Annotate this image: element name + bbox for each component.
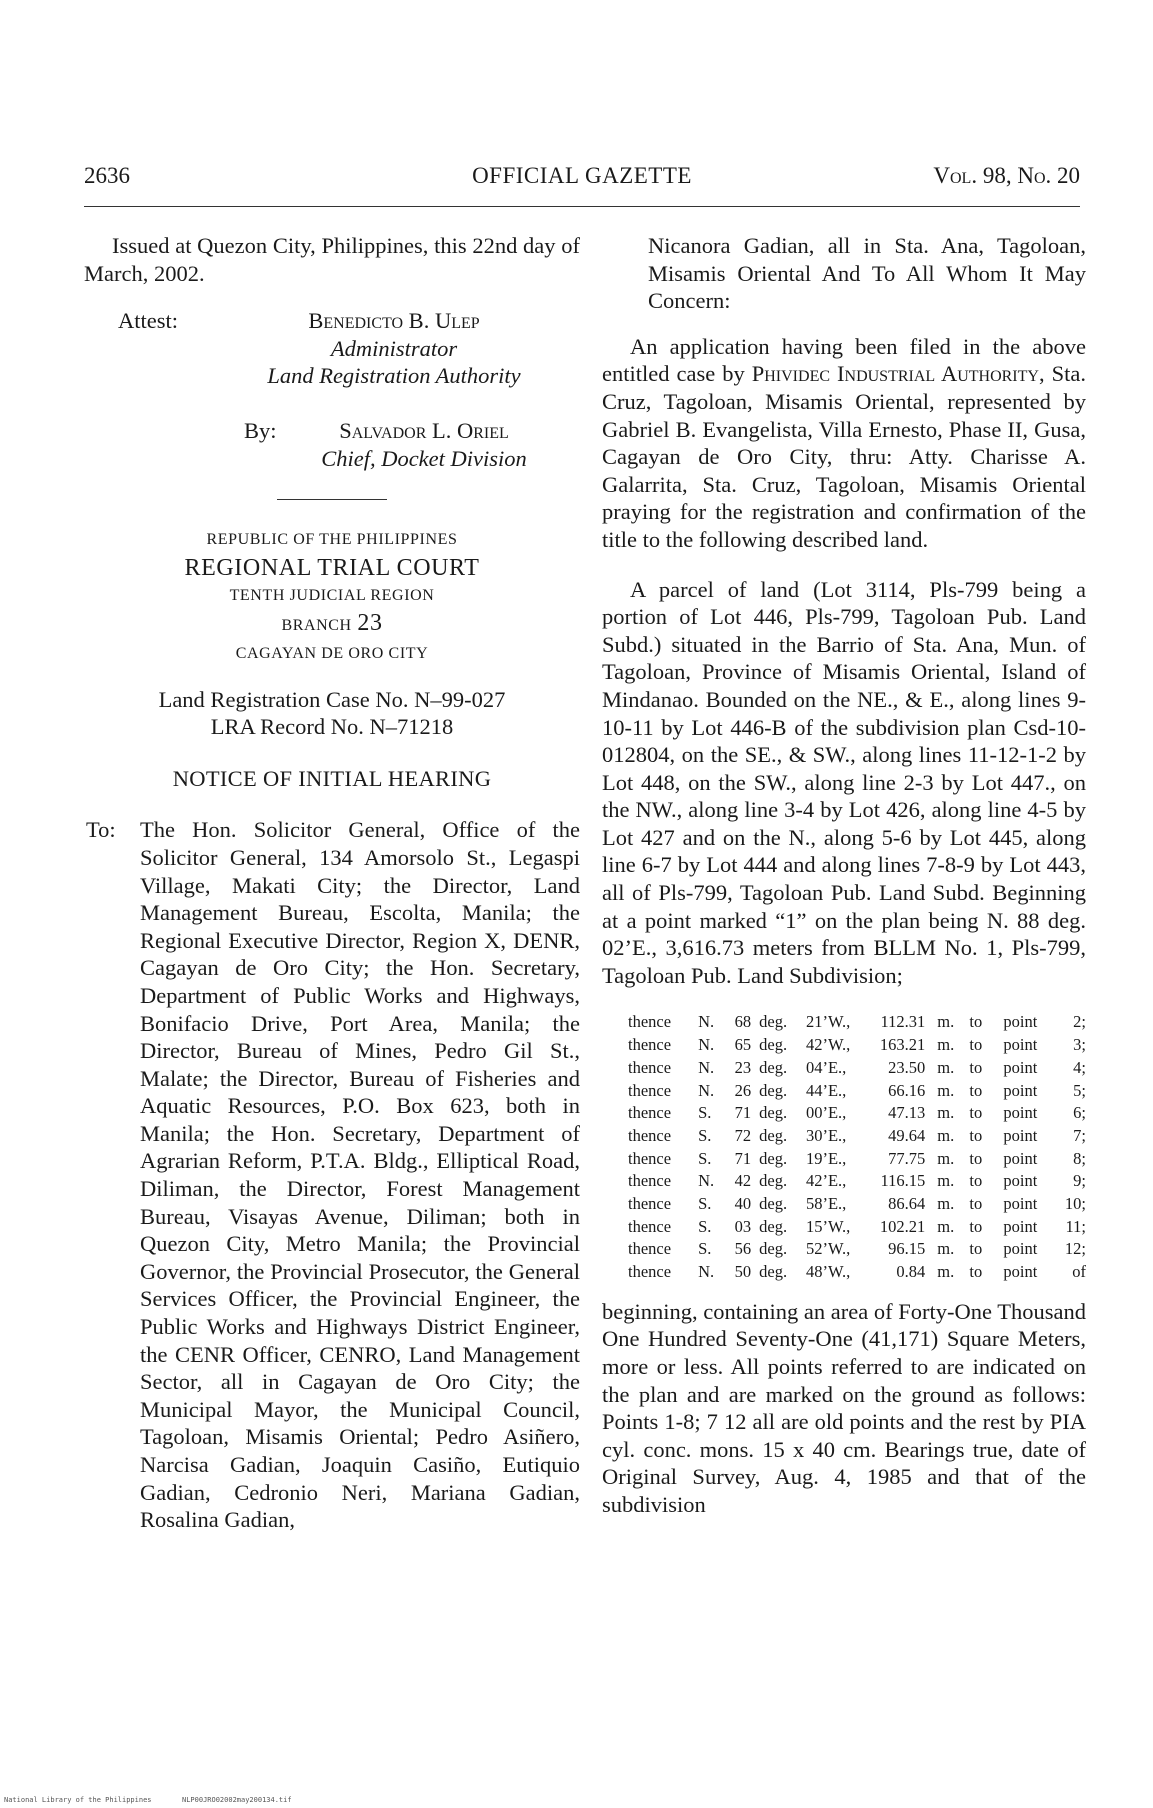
bearing-cell: deg.: [759, 1035, 788, 1055]
bearing-cell: m.: [937, 1103, 955, 1123]
page-number: 2636: [84, 163, 130, 188]
volume-number: Vol. 98, No. 20: [933, 163, 1080, 188]
issued-statement: Issued at Quezon City, Philippines, this 22nd day of March, 2002.: [84, 233, 580, 286]
bearing-cell: 77.75: [888, 1148, 926, 1168]
bearing-row: [602, 1148, 1086, 1171]
bearing-row: [602, 1261, 1086, 1284]
bearing-cell: point: [1003, 1035, 1038, 1055]
area-paragraph: beginning, containing an area of Forty-One Thousand One Hundred Seventy-One (41,171) Square Meters, more or less. All points referred to are indicated on the plan and are marked on the ground as follows: Points 1-8; 7 12 all are old points and the rest by PIA cyl. conc. mons. 15 x 40 cm. Bearings true, date of Original Survey, Aug. 4, 1985 and that of the subdivision: [602, 1298, 1086, 1518]
by-label: By:: [244, 418, 277, 444]
right-column: [602, 232, 1086, 1519]
scan-filename: NLP00JRO02002may200134.tif: [182, 1796, 292, 1804]
bearing-cell: thence: [628, 1148, 672, 1168]
bearing-cell: 71: [734, 1148, 752, 1168]
bearing-cell: 44’E.,: [805, 1080, 847, 1100]
to-label: To:: [86, 817, 116, 843]
branch-number: 23: [357, 610, 383, 637]
bearing-cell: 03: [734, 1216, 752, 1236]
bearing-row: [602, 1057, 1086, 1080]
bearing-cell: S.: [698, 1194, 712, 1214]
bearing-cell: point: [1003, 1057, 1038, 1077]
republic-line: REPUBLIC OF THE PHILIPPINES: [206, 531, 458, 549]
bearing-cell: to: [969, 1035, 983, 1055]
attest-name: Benedicto B. Ulep: [308, 308, 480, 334]
bearing-cell: m.: [937, 1194, 955, 1214]
bearing-row: [602, 1216, 1086, 1239]
bearing-cell: to: [969, 1012, 983, 1032]
bearing-cell: thence: [628, 1216, 672, 1236]
bearing-cell: 47.13: [888, 1103, 926, 1123]
header-rule: [84, 206, 1080, 207]
bearing-cell: 2;: [1073, 1012, 1086, 1032]
application-text-start: An application having been filed in the above entitled case by: [602, 333, 1086, 387]
bearing-cell: 56: [734, 1239, 752, 1259]
bearing-cell: 52’W.,: [805, 1239, 851, 1259]
bearing-cell: m.: [937, 1057, 955, 1077]
bearing-cell: 23: [734, 1057, 752, 1077]
bearing-cell: 42: [734, 1171, 752, 1191]
bearing-row: [602, 1170, 1086, 1193]
bearing-cell: point: [1003, 1216, 1038, 1236]
by-title: Chief, Docket Division: [321, 445, 527, 471]
bearing-cell: to: [969, 1239, 983, 1259]
bearing-cell: 23.50: [888, 1057, 926, 1077]
bearing-cell: 10;: [1064, 1194, 1086, 1214]
publication-title: OFFICIAL GAZETTE: [472, 163, 692, 188]
bearing-cell: deg.: [759, 1194, 788, 1214]
bearing-cell: 4;: [1073, 1057, 1086, 1077]
bearing-cell: deg.: [759, 1239, 788, 1259]
bearing-cell: deg.: [759, 1103, 788, 1123]
bearing-cell: to: [969, 1148, 983, 1168]
application-text-end: , Sta. Cruz, Tagoloan, Misamis Oriental, represented by Gabriel B. Evangelista, Villa Ernesto, Phase II, Gusa, Cagayan de Oro City, thru: Atty. Charisse A. Galarrita, Sta. Cruz, Tagoloan, Misamis Oriental praying for the registration and confirmation of the title to the following described land.: [602, 361, 1086, 552]
bearing-row: [602, 1193, 1086, 1216]
bearing-cell: 72: [734, 1125, 752, 1145]
bearing-cell: 86.64: [888, 1194, 926, 1214]
court-name: REGIONAL TRIAL COURT: [184, 554, 480, 581]
bearing-cell: thence: [628, 1125, 672, 1145]
bearing-row: [602, 1011, 1086, 1034]
bearing-cell: 3;: [1073, 1035, 1086, 1055]
bearing-cell: 71: [734, 1103, 752, 1123]
bearing-cell: N.: [698, 1262, 715, 1282]
bearing-row: [602, 1080, 1086, 1103]
bearing-cell: 12;: [1064, 1239, 1086, 1259]
bearing-cell: m.: [937, 1012, 955, 1032]
bearing-cell: S.: [698, 1103, 712, 1123]
bearing-cell: 163.21: [879, 1035, 926, 1055]
bearing-cell: 11;: [1065, 1216, 1086, 1236]
addressee-continuation: Nicanora Gadian, all in Sta. Ana, Tagoloan, Misamis Oriental And To All Whom It May Concern:: [648, 233, 1086, 314]
bearing-cell: to: [969, 1171, 983, 1191]
bearing-cell: m.: [937, 1239, 955, 1259]
bearing-cell: 58’E.,: [805, 1194, 847, 1214]
attest-label: Attest:: [118, 308, 178, 334]
bearing-cell: 65: [734, 1035, 752, 1055]
bearing-cell: 5;: [1073, 1080, 1086, 1100]
bearing-cell: 68: [734, 1012, 752, 1032]
bearing-cell: to: [969, 1103, 983, 1123]
bearing-cell: 8;: [1073, 1148, 1086, 1168]
bearing-cell: deg.: [759, 1125, 788, 1145]
bearing-cell: N.: [698, 1080, 715, 1100]
notice-title: NOTICE OF INITIAL HEARING: [172, 765, 492, 791]
bearing-cell: thence: [628, 1012, 672, 1032]
bearing-cell: 42’E.,: [805, 1171, 847, 1191]
bearing-cell: m.: [937, 1148, 955, 1168]
bearing-cell: deg.: [759, 1080, 788, 1100]
bearing-cell: m.: [937, 1035, 955, 1055]
bearing-cell: 15’W.,: [805, 1216, 851, 1236]
section-divider: [277, 499, 387, 500]
applicant-name: Phividec Industrial Authority: [751, 361, 1039, 387]
land-description: A parcel of land (Lot 3114, Pls-799 being a portion of Lot 446, Pls-799, Tagoloan Pub. Land Subd.) situated in the Barrio of Sta. Ana, Mun. of Tagoloan, Province of Misamis Oriental, Island of Mindanao. Bounded on the NE., & E., along lines 9-10-11 by Lot 446-B of the subdivision plan Csd-10-012804, on the SE., & SW., along lines 11-12-1-2 by Lot 448, on the SW., along line 2-3 by Lot 447., on the NW., along line 3-4 by Lot 426, along line 4-5 by Lot 427 and on the N., along 5-6 by Lot 445, along line 6-7 by Lot 444 and along lines 7-8-9 by Lot 443, all of Pls-799, Tagoloan Pub. Land Subd. Beginning at a point marked “1” on the plan being N. 88 deg. 02’E., 3,616.73 meters from BLLM No. 1, Pls-799, Tagoloan Pub. Land Subdivision;: [602, 576, 1086, 988]
bearing-cell: 21’W.,: [805, 1012, 851, 1032]
court-city: CAGAYAN DE ORO CITY: [235, 644, 429, 662]
bearing-cell: point: [1003, 1080, 1038, 1100]
bearing-cell: of: [1072, 1262, 1086, 1282]
branch-word: BRANCH: [281, 617, 352, 635]
bearing-row: [602, 1034, 1086, 1057]
bearing-cell: thence: [628, 1080, 672, 1100]
attest-block: [84, 307, 580, 403]
bearing-cell: 6;: [1073, 1103, 1086, 1123]
bearing-cell: 49.64: [888, 1125, 926, 1145]
bearing-cell: deg.: [759, 1057, 788, 1077]
bearing-cell: point: [1003, 1103, 1038, 1123]
bearing-cell: point: [1003, 1171, 1038, 1191]
bearing-cell: deg.: [759, 1171, 788, 1191]
bearing-cell: N.: [698, 1012, 715, 1032]
bearing-cell: 19’E.,: [805, 1148, 847, 1168]
bearing-cell: thence: [628, 1171, 672, 1191]
bearing-cell: thence: [628, 1057, 672, 1077]
bearing-cell: m.: [937, 1216, 955, 1236]
library-credit: National Library of the Philippines: [4, 1796, 152, 1804]
bearing-cell: N.: [698, 1171, 715, 1191]
bearing-cell: deg.: [759, 1216, 788, 1236]
bearing-cell: 04’E.,: [805, 1057, 847, 1077]
bearing-cell: to: [969, 1216, 983, 1236]
attest-agency: Land Registration Authority: [267, 363, 521, 389]
page-header: [84, 163, 1080, 197]
bearing-cell: deg.: [759, 1148, 788, 1168]
bearing-cell: point: [1003, 1262, 1038, 1282]
bearing-cell: 50: [734, 1262, 752, 1282]
case-numbers: [84, 686, 580, 741]
bearing-cell: point: [1003, 1125, 1038, 1145]
bearing-cell: S.: [698, 1239, 712, 1259]
bearing-cell: S.: [698, 1148, 712, 1168]
bearing-cell: thence: [628, 1035, 672, 1055]
bearing-cell: 30’E.,: [805, 1125, 847, 1145]
addressee-list: The Hon. Solicitor General, Office of the Solicitor General, 134 Amorsolo St., Legaspi Village, Makati City; the Director, Land Management Bureau, Escolta, Manila; the Regional Executive Director, Region X, DENR, Cagayan de Oro City; the Hon. Secretary, Department of Public Works and Highways, Bonifacio Drive, Port Area, Manila; the Director, Bureau of Mines, Pedro Gil St., Malate; the Director, Bureau of Fisheries and Aquatic Resources, P.O. Box 623, both in Manila; the Hon. Secretary, Department of Agrarian Reform, P.T.A. Bldg., Elliptical Road, Diliman, the Director, Forest Management Bureau, Visayas Avenue, Diliman; both in Quezon City, Metro Manila; the Provincial Governor, the Provincial Prosecutor, the General Services Officer, the Provincial Engineer, the Public Works and Highways District Engineer, the CENR Officer, CENRO, Land Management Sector, all in Cagayan de Oro City; the Municipal Mayor, the Municipal Council, Tagoloan, Misamis Oriental; Pedro Asiñero, Narcisa Gadian, Joaquin Casiño, Eutiquio Gadian, Cedronio Neri, Mariana Gadian, Rosalina Gadian,: [140, 817, 580, 1533]
court-heading: [84, 526, 580, 667]
branch-line: [84, 609, 580, 640]
bearing-cell: 00’E.,: [805, 1103, 847, 1123]
bearing-cell: to: [969, 1194, 983, 1214]
bearing-cell: to: [969, 1057, 983, 1077]
bearing-cell: 9;: [1073, 1171, 1086, 1191]
bearing-cell: 0.84: [896, 1262, 926, 1282]
bearing-row: [602, 1102, 1086, 1125]
bearing-cell: N.: [698, 1035, 715, 1055]
by-name: Salvador L. Oriel: [339, 418, 509, 444]
bearing-cell: deg.: [759, 1262, 788, 1282]
bearing-cell: to: [969, 1125, 983, 1145]
bearing-cell: 66.16: [888, 1080, 926, 1100]
bearing-cell: thence: [628, 1103, 672, 1123]
bearing-cell: point: [1003, 1194, 1038, 1214]
left-column: [84, 232, 580, 1534]
attest-title: Administrator: [330, 335, 458, 361]
bearing-cell: S.: [698, 1125, 712, 1145]
bearing-cell: thence: [628, 1262, 672, 1282]
attest-signatory: [264, 307, 524, 390]
bearing-cell: 96.15: [888, 1239, 926, 1259]
bearing-cell: point: [1003, 1148, 1038, 1168]
lra-record-number: LRA Record No. N–71218: [210, 714, 454, 740]
by-signatory: [294, 417, 554, 472]
bearing-cell: 7;: [1073, 1125, 1086, 1145]
bearing-cell: m.: [937, 1125, 955, 1145]
by-block: [84, 417, 580, 473]
addressee-block: [84, 816, 580, 1533]
judicial-region: TENTH JUDICIAL REGION: [229, 586, 435, 604]
bearing-cell: point: [1003, 1239, 1038, 1259]
bearing-cell: 48’W.,: [805, 1262, 851, 1282]
bearing-cell: 102.21: [879, 1216, 926, 1236]
bearings-table: [602, 1011, 1086, 1283]
bearing-cell: thence: [628, 1194, 672, 1214]
bearing-cell: m.: [937, 1262, 955, 1282]
bearing-cell: N.: [698, 1057, 715, 1077]
bearing-cell: to: [969, 1080, 983, 1100]
bearing-row: [602, 1125, 1086, 1148]
bearing-cell: point: [1003, 1012, 1038, 1032]
bearing-cell: to: [969, 1262, 983, 1282]
bearing-cell: 116.15: [880, 1171, 926, 1191]
bearing-cell: 42’W.,: [805, 1035, 851, 1055]
bearing-cell: deg.: [759, 1012, 788, 1032]
bearing-cell: 40: [734, 1194, 752, 1214]
bearing-cell: m.: [937, 1080, 955, 1100]
case-number: Land Registration Case No. N–99-027: [158, 686, 506, 712]
bearing-cell: 112.31: [880, 1012, 926, 1032]
bearing-cell: thence: [628, 1239, 672, 1259]
bearing-cell: m.: [937, 1171, 955, 1191]
application-paragraph: [602, 333, 1086, 554]
bearing-cell: S.: [698, 1216, 712, 1236]
bearing-row: [602, 1238, 1086, 1261]
bearing-cell: 26: [734, 1080, 752, 1100]
